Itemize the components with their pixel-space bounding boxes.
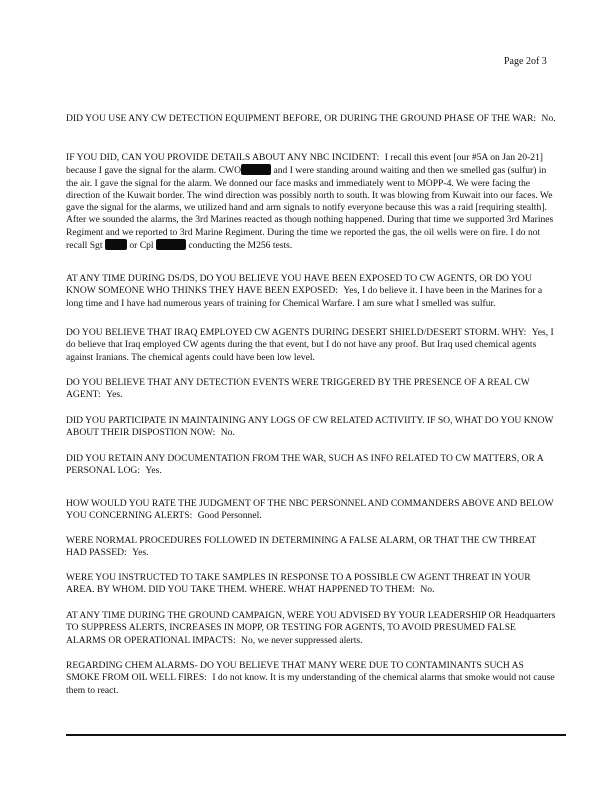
answer-text: I do not know. It is my understanding of the chemical alarms that smoke would not cause them to react. <box>66 672 555 696</box>
question-text: DID YOU RETAIN ANY DOCUMENTATION FROM THE WAR, SUCH AS INFO RELATED TO CW MATTERS, OR A PERSONAL LOG: <box>66 453 544 477</box>
redaction-box <box>241 164 271 175</box>
answer-text: Yes. <box>132 547 149 559</box>
question-text: WERE NORMAL PROCEDURES FOLLOWED IN DETERMINING A FALSE ALARM, OR THAT THE CW THREAT HAD PASSED: <box>66 535 537 559</box>
answer-text: Yes. <box>145 465 162 477</box>
question-text: REGARDING CHEM ALARMS- DO YOU BELIEVE THAT MANY WERE DUE TO CONTAMINANTS SUCH AS SMOKE FROM OIL WELL FIRES: <box>66 660 524 684</box>
qa-item-documentation <box>66 453 556 478</box>
answer-text: No. <box>420 584 435 596</box>
answer-text-continued: conducting the M256 tests. <box>188 240 293 252</box>
qa-item-nbc-incident <box>66 152 556 252</box>
qa-item-cw-detection-equipment <box>66 113 556 125</box>
answer-text: No. <box>541 113 556 124</box>
question-text: AT ANY TIME DURING THE GROUND CAMPAIGN, WERE YOU ADVISED BY YOUR LEADERSHIP OR Headquarters TO SUPPRESS ALERTS, INCREASES IN MOPP, OR TESTING FOR AGENTS, TO AVOID PRESUMED FALSE ALARMS OR OPERATIONAL IMPACTS: <box>66 610 556 646</box>
answer-text: Good Personnel. <box>197 510 262 522</box>
question-text: DO YOU BELIEVE THAT ANY DETECTION EVENTS WERE TRIGGERED BY THE PRESENCE OF A REAL CW AGENT: <box>66 377 530 401</box>
qa-item-detection-events-real <box>66 377 556 402</box>
qa-item-exposed-to-cw <box>66 273 556 310</box>
qa-item-nbc-judgment <box>66 498 556 523</box>
answer-text: I recall this event [our #5A on Jan 20-21] because I gave the signal for the alarm. CWO <box>66 152 543 177</box>
qa-item-suppress-alerts <box>66 610 556 647</box>
redaction-box <box>156 239 186 250</box>
answer-text: Yes, I do believe it. I have been in the Marines for a long time and I have had numerous years of training for Chemical Warfare. I am sure what I smelled was sulfur. <box>66 285 543 309</box>
answer-text: Yes. <box>106 389 123 401</box>
redaction-box <box>105 239 127 250</box>
qa-item-iraq-employed-cw <box>66 327 556 364</box>
page-number: Page 2of 3 <box>504 56 547 67</box>
qa-item-false-alarm-procedures <box>66 535 556 560</box>
qa-item-chem-alarms-contaminants <box>66 660 556 697</box>
question-text: IF YOU DID, CAN YOU PROVIDE DETAILS ABOUT ANY NBC INCIDENT: <box>66 152 380 163</box>
question-text: DID YOU PARTICIPATE IN MAINTAINING ANY LOGS OF CW RELATED ACTIVIITY. IF SO, WHAT DO YOU KNOW ABOUT THEIR DISPOSTION NOW: <box>66 415 554 439</box>
answer-text-continued: or Cpl <box>129 240 154 252</box>
question-text: DO YOU BELIEVE THAT IRAQ EMPLOYED CW AGENTS DURING DESERT SHIELD/DESERT STORM. WHY: <box>66 327 527 338</box>
answer-text: No. <box>220 427 235 439</box>
question-text: AT ANY TIME DURING DS/DS, DO YOU BELIEVE YOU HAVE BEEN EXPOSED TO CW AGENTS, OR DO YOU KNOW SOMEONE WHO THINKS THEY HAVE BEEN EXPOSED: <box>66 273 532 297</box>
question-text: WERE YOU INSTRUCTED TO TAKE SAMPLES IN RESPONSE TO A POSSIBLE CW AGENT THREAT IN YOUR AREA. BY WHOM. DID YOU TAKE THEM. WHERE. WHAT HAPPENED TO THEM: <box>66 572 531 596</box>
question-text: HOW WOULD YOU RATE THE JUDGMENT OF THE NBC PERSONNEL AND COMMANDERS ABOVE AND BELOW YOU CONCERNING ALERTS: <box>66 498 554 522</box>
answer-text: No, we never suppressed alerts. <box>241 634 363 646</box>
answer-text-continued: and I were standing around waiting and then we smelled gas (sulfur) in the air. I gave the signal for the alarm. We donned our face masks and immediately went to MOPP-4. We were facing the direction of the Kuwait border. The wind direction was possibly north to south. It was blowing from Kuwait into our faces. We gave the signal for the alarms, we utilized hand and arm signals to notify everyone because this was a raid [requiring stealth]. After we sounded the alarms, the 3rd Marines reacted as though nothing happened. During that time we supported 3rd Marines Regiment and we reported to 3rd Marine Regiment. During the time we reported the gas, the oil wells were on fire. I do not recall Sgt <box>66 165 554 252</box>
question-text: DID YOU USE ANY CW DETECTION EQUIPMENT BEFORE, OR DURING THE GROUND PHASE OF THE WAR: <box>66 113 537 124</box>
answer-text: Yes, I do believe that Iraq employed CW agents during the that event, but I do not have any proof. But Iraq used chemical agents against Iranians. The chemical agents could have been low level. <box>66 327 554 363</box>
bottom-rule <box>66 734 566 736</box>
qa-item-samples <box>66 572 556 597</box>
qa-item-cw-logs <box>66 415 556 440</box>
